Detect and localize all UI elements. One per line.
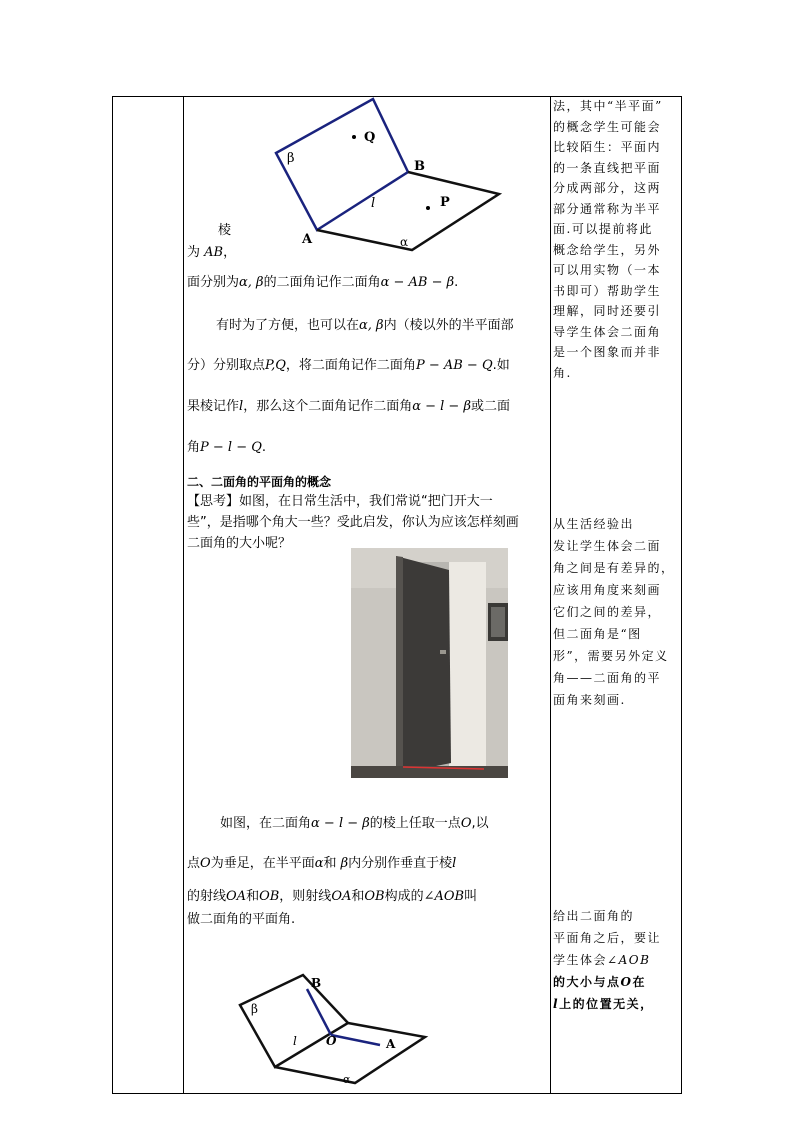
label-q: Q [364,130,376,145]
note3-line: 给出二面角的 [553,909,635,923]
note1-line: 比较陌生：平面内 [553,140,662,154]
think-line2: 些”，是指哪个角大一些？受此启发，你认为应该怎样刻画 [187,515,519,530]
note1-line: 书即可）帮助学生 [553,283,662,298]
plane-angle-figure [235,965,445,1090]
teacher-notes-column [551,96,679,1094]
note3-line: 学生体会∠AOB [553,953,651,967]
note1-line: 的一条直线把平面 [553,160,662,175]
fig2-label-a: A [386,1037,396,1051]
note2-line: 角——二面角的平 [553,671,662,685]
note1-line: 是一个图象而并非 [553,345,662,359]
para3-line4: 做二面角的平面角. [187,912,296,927]
section2-heading: 二、二面角的平面角的概念 [187,475,332,489]
label-p: P [440,195,450,210]
label-b: B [414,159,425,174]
note1-line: 面.可以提前将此 [553,222,653,236]
fig2-label-beta: β [251,1002,258,1016]
think-line3: 二面角的大小呢？ [187,536,292,551]
column-divider-1 [183,97,184,1093]
note1-line: 分成两部分，这两 [553,181,662,195]
para3-line1: 如图，在二面角α − l − β的棱上任取一点O,以 [220,816,489,831]
label-beta: β [287,151,295,166]
fig2-label-l: l [293,1034,297,1048]
para2-line3: 果棱记作l，那么这个二面角记作二面角α − l − β或二面 [187,399,510,414]
label-a: A [302,232,313,247]
label-l: l [371,196,376,211]
note1-line: 导学生体会二面角 [553,324,662,339]
para3-line2: 点O为垂足，在半平面α和 β内分别作垂直于棱l [187,856,457,871]
note2-line: 从生活经验出 [553,517,635,531]
edge-text-line2: 为 AB， [187,245,237,260]
note3-line: l上的位置无关， [553,997,654,1011]
faces-text: 面分别为α, β的二面角记作二面角α − AB − β. [187,275,459,290]
note2-line: 角之间是有差异的， [553,561,675,575]
fig2-label-b: B [311,976,322,990]
note1-line: 理解，同时还要引 [553,304,662,318]
note2-line: 形”，需要另外定义 [553,649,669,663]
note3-line: 平面角之后，要让 [553,931,662,945]
note1-line: 角. [553,365,572,380]
open-door-photo [351,548,508,778]
label-alpha: α [400,235,409,249]
note2-line: 它们之间的差异， [553,605,662,619]
note1-line: 法，其中“半平面” [553,99,663,113]
para3-line3: 的射线OA和OB，则射线OA和OB构成的∠AOB叫 [187,889,478,904]
note2-line: 应该用角度来刻画 [553,583,662,597]
note2-line: 发让学生体会二面 [553,539,662,553]
note1-line: 概念给学生，另外 [553,242,662,257]
para2-line2: 分）分别取点P,Q，将二面角记作二面角P − AB − Q.如 [187,358,510,373]
fig2-label-o: O [326,1034,337,1048]
note1-line: 的概念学生可能会 [553,119,662,134]
note3-line: 的大小与点O在 [553,975,646,989]
fig2-label-alpha: α [343,1073,351,1086]
note1-line: 部分通常称为半平 [553,201,662,216]
think-line1: 【思考】如图，在日常生活中，我们常说“把门开大一 [187,494,493,509]
para2-line4: 角P − l − Q. [187,440,267,455]
edge-text-line1: 棱 [218,223,232,238]
note2-line: 面角来刻画. [553,693,626,707]
note2-line: 但二面角是“图 [553,627,642,641]
para2-line1: 有时为了方便，也可以在α, β内（棱以外的半平面部 [216,318,514,333]
note1-line: 可以用实物（一本 [553,263,662,277]
